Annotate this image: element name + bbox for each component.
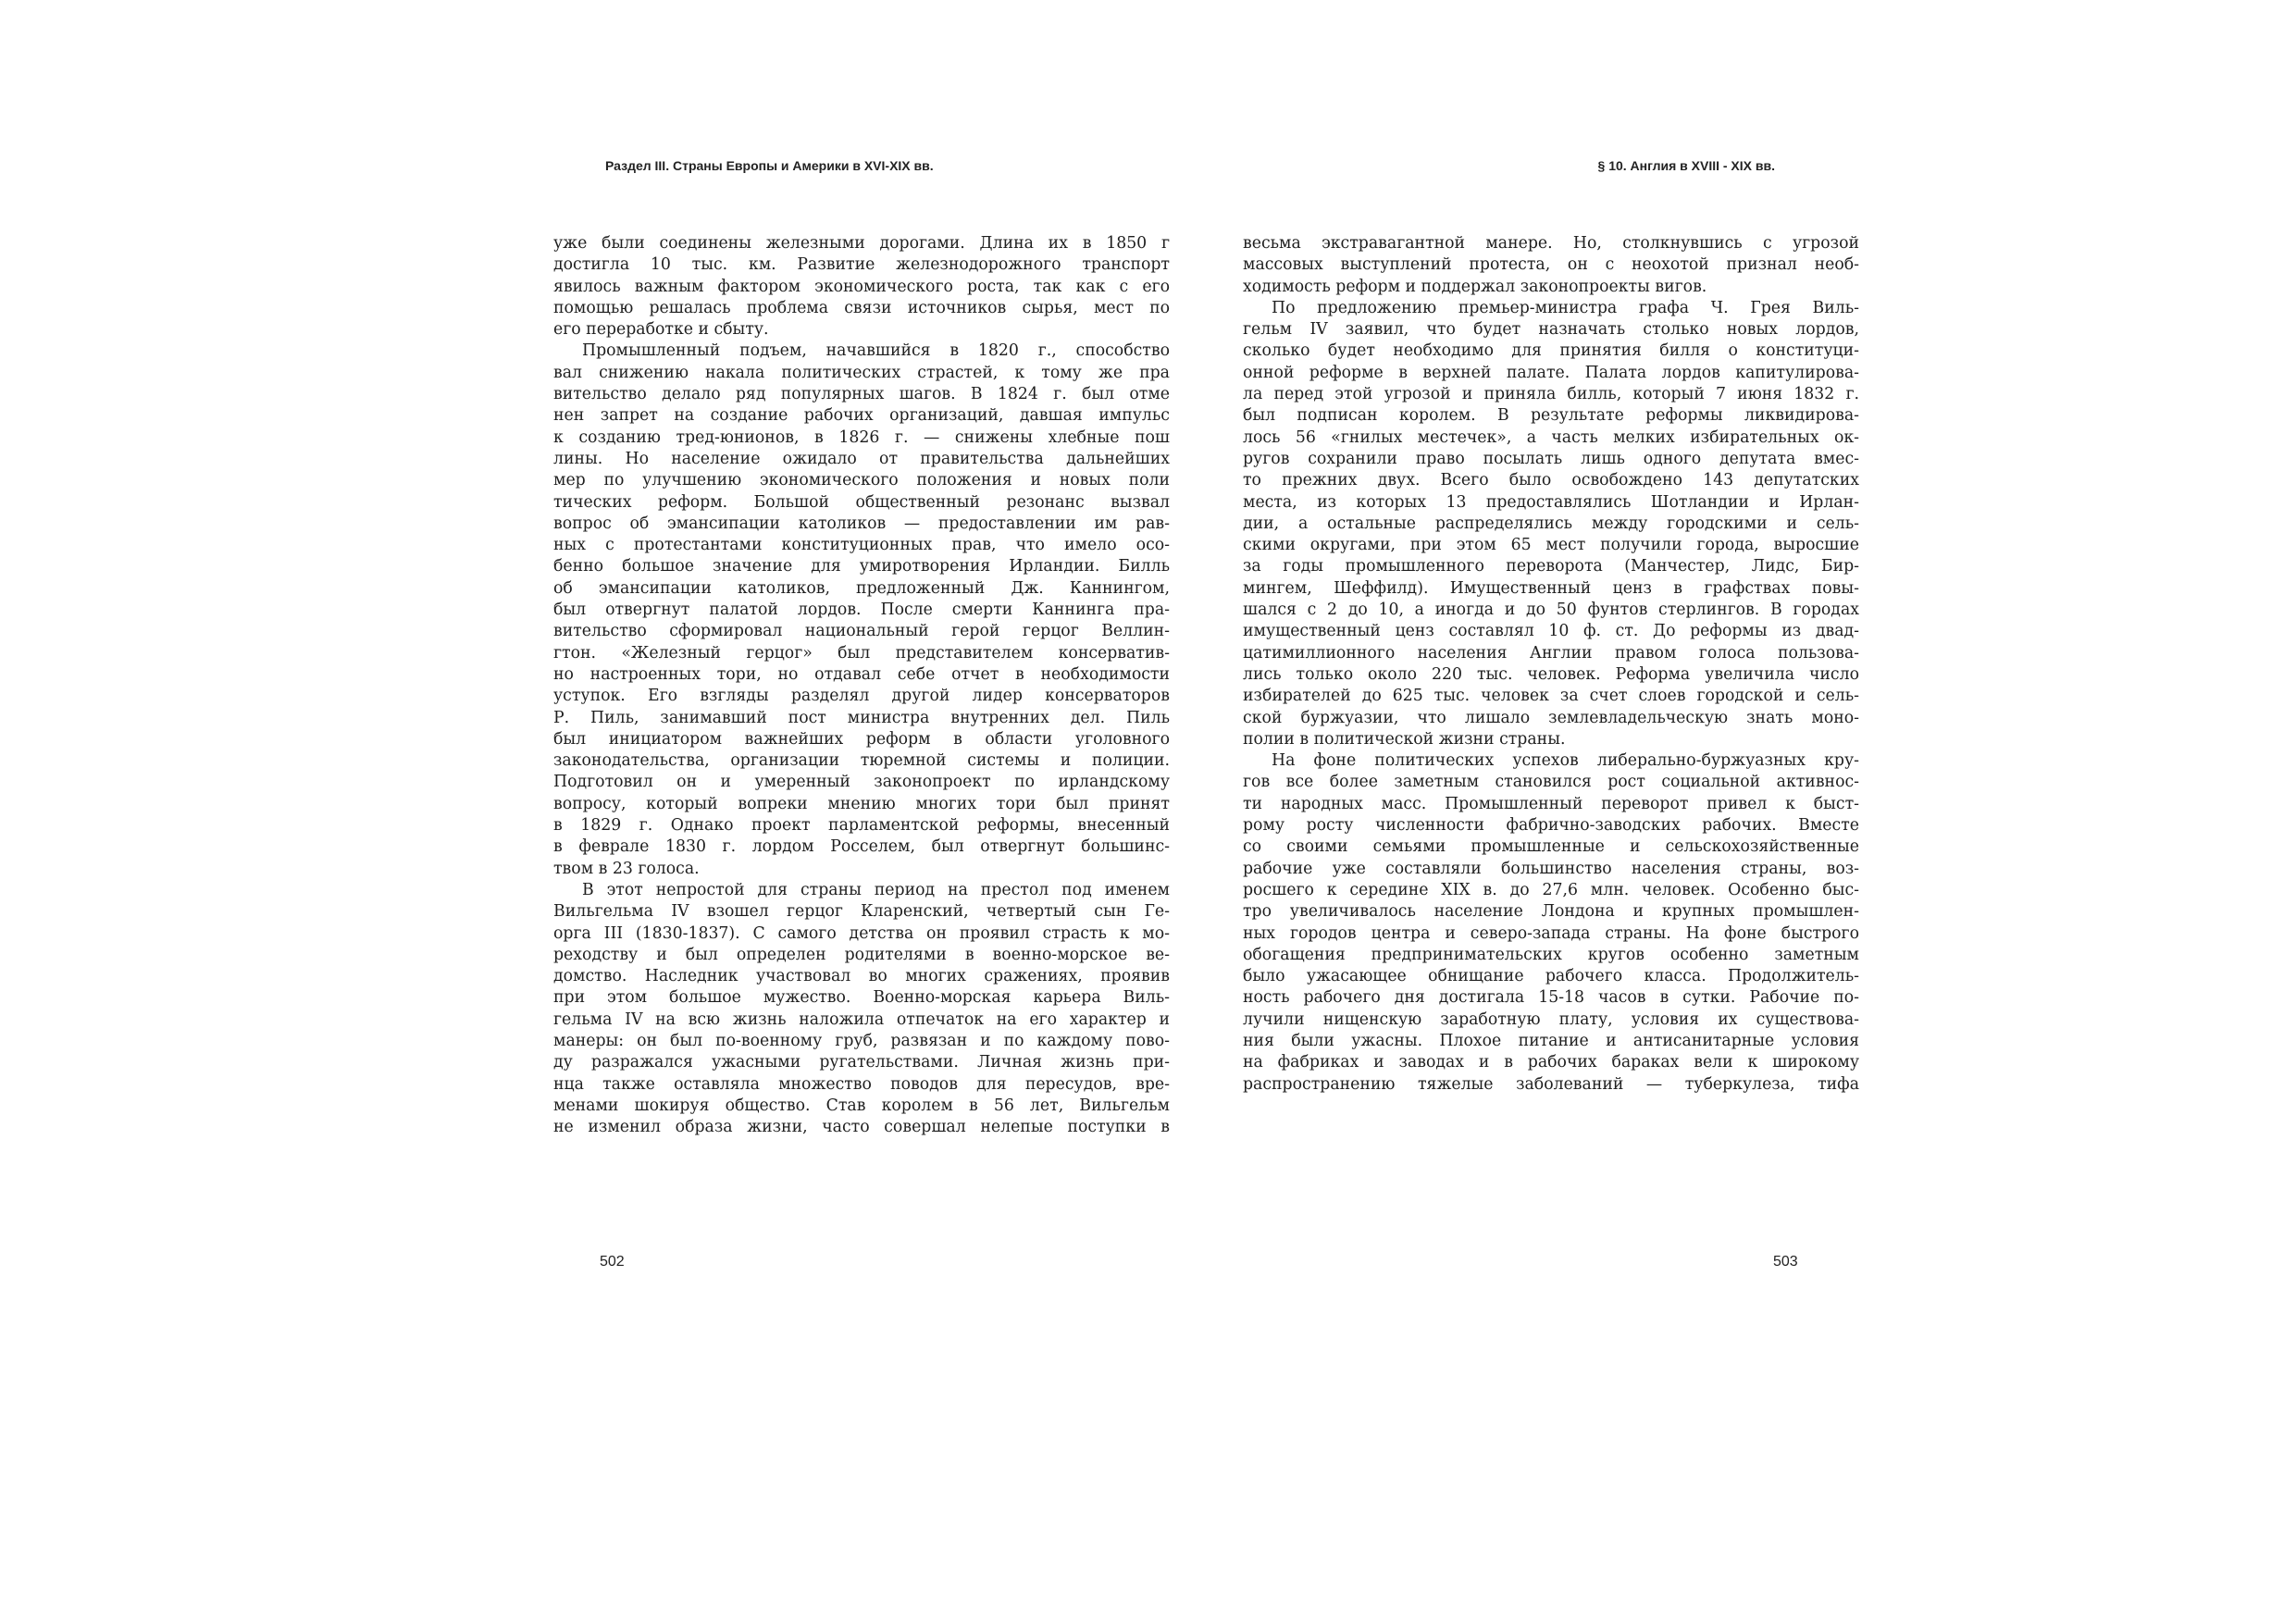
text-line: места, из которых 13 предоставлялись Шотландии и Ирлан- (1243, 492, 1859, 512)
text-line: то прежних двух. Всего было освобождено 143 депутатских (1243, 471, 1859, 490)
page-number-right: 503 (1773, 1254, 1798, 1270)
text-line: реходству и был определен родителями в военно-морское ве- (553, 945, 1170, 964)
text-line: массовых выступлений протеста, он с неохотой признал необ- (1243, 255, 1859, 275)
text-line: вопрос об эмансипации католиков — предоставлении им рав- (553, 514, 1170, 533)
text-line: в 1829 г. Однако проект парламентской реформы, внесенный (553, 816, 1170, 836)
text-line: онной реформе в верхней палате. Палата лордов капитулирова- (1243, 363, 1859, 382)
text-line: твом в 23 голоса. (553, 859, 700, 878)
text-line: ла перед этой угрозой и приняла билль, который 7 июня 1832 г. (1243, 385, 1859, 404)
text-line: обогащения предпринимательских кругов особенно заметным (1243, 945, 1859, 964)
text-line: уступок. Его взгляды разделял другой лидер консерваторов (553, 687, 1170, 706)
running-head-right: § 10. Англия в XVIII - XIX вв. (1597, 158, 1775, 173)
text-line: нца также оставляла множество поводов для пересудов, вре- (553, 1074, 1170, 1094)
left-page-text-column (553, 233, 1170, 1138)
text-line: домство. Наследник участвовал во многих сражениях, проявив (553, 967, 1170, 986)
text-line: к созданию тред-юнионов, в 1826 г. — снижены хлебные пош (553, 427, 1170, 447)
text-line: был подписан королем. В результате реформы ликвидирова- (1243, 406, 1859, 426)
text-line: орга III (1830-1837). С самого детства он проявил страсть к мо- (553, 923, 1170, 943)
text-line: сколько будет необходимо для принятия билля о конституци- (1243, 341, 1859, 361)
text-line: менами шокируя общество. Став королем в 56 лет, Вильгельм (553, 1096, 1170, 1115)
text-line: законодательства, организации тюремной системы и полиции. (553, 751, 1170, 771)
text-line: мер по улучшению экономического положения и новых поли (553, 471, 1170, 490)
text-line: в феврале 1830 г. лордом Росселем, был отвергнут большинс- (553, 837, 1170, 857)
text-line: было ужасающее обнищание рабочего класса. Продолжитель- (1243, 967, 1859, 986)
text-line: был инициатором важнейших реформ в области уголовного (553, 729, 1170, 749)
text-line: имущественный ценз составлял 10 ф. ст. До реформы из двад- (1243, 622, 1859, 641)
text-line: Промышленный подъем, начавшийся в 1820 г., способство (582, 341, 1170, 361)
text-line: манеры: он был по-военному груб, развязан и по каждому пово- (553, 1031, 1170, 1050)
text-line: нен запрет на создание рабочих организаций, давшая импульс (553, 406, 1170, 426)
text-line: ругов сохранили право посылать лишь одного депутата вмес- (1243, 449, 1859, 468)
text-line: ных городов центра и северо-запада страны. На фоне быстрого (1243, 923, 1859, 943)
text-line: явилось важным фактором экономического роста, так как с его (553, 277, 1170, 296)
text-line: тро увеличивалось население Лондона и крупных промышлен- (1243, 902, 1859, 922)
text-line: шался с 2 до 10, а иногда и до 50 фунтов стерлингов. В городах (1243, 601, 1859, 620)
text-line: за годы промышленного переворота (Манчестер, Лидс, Бир- (1243, 557, 1859, 576)
text-line: уже были соединены железными дорогами. Длина их в 1850 г (553, 234, 1170, 253)
text-line: В этот непростой для страны период на престол под именем (582, 880, 1170, 899)
text-line: об эмансипации католиков, предложенный Дж. Каннингом, (553, 578, 1170, 598)
text-line: гов все более заметным становился рост социальной активнос- (1243, 773, 1859, 792)
text-line: ду разражался ужасными ругательствами. Личная жизнь при- (553, 1053, 1170, 1072)
text-line: вительство делало ряд популярных шагов. В 1824 г. был отме (553, 385, 1170, 404)
text-line: был отвергнут палатой лордов. После смерти Каннинга пра- (553, 601, 1170, 620)
text-line: на фабриках и заводах и в рабочих бараках вели к широкому (1243, 1053, 1859, 1072)
text-line: цатимиллионного населения Англии правом голоса пользова- (1243, 643, 1859, 663)
text-line: лись только около 220 тыс. человек. Реформа увеличила число (1243, 664, 1859, 684)
text-line: ния были ужасны. Плохое питание и антисанитарные условия (1243, 1031, 1859, 1050)
text-line: лучили нищенскую заработную плату, условия их существова- (1243, 1010, 1859, 1029)
text-line: росшего к середине XIX в. до 27,6 млн. человек. Особенно быс- (1243, 880, 1859, 899)
text-line: вал снижению накала политических страстей, к тому же пра (553, 363, 1170, 382)
text-line: гтон. «Железный герцог» был представителем консерватив- (553, 643, 1170, 663)
text-line: полии в политической жизни страны. (1243, 729, 1566, 749)
running-head-left: Раздел III. Страны Европы и Америки в XVI-XIX вв. (605, 158, 934, 173)
text-line: весьма экстравагантной манере. Но, столкнувшись с угрозой (1243, 234, 1859, 253)
text-line: лины. Но население ожидало от правительства дальнейших (553, 449, 1170, 468)
text-line: не изменил образа жизни, часто совершал нелепые поступки в (553, 1118, 1170, 1137)
text-line: распространению тяжелые заболеваний — туберкулеза, тифа (1243, 1074, 1859, 1094)
text-line: ти народных масс. Промышленный переворот привел к быст- (1243, 794, 1859, 813)
text-line: ных с протестантами конституционных прав, что имело осо- (553, 536, 1170, 555)
text-line: гельма IV на всю жизнь наложила отпечаток на его характер и (553, 1010, 1170, 1029)
text-line: мингем, Шеффилд). Имущественный ценз в графствах повы- (1243, 578, 1859, 598)
text-line: скими округами, при этом 65 мест получили города, выросшие (1243, 536, 1859, 555)
text-line: Р. Пиль, занимавший пост министра внутренних дел. Пиль (553, 708, 1170, 727)
text-line: гельм IV заявил, что будет назначать столько новых лордов, (1243, 320, 1859, 340)
text-line: дии, а остальные распределялись между городскими и сель- (1243, 514, 1859, 533)
text-line: вительство сформировал национальный герой герцог Веллин- (553, 622, 1170, 641)
text-line: ность рабочего дня достигала 15-18 часов в сутки. Рабочие по- (1243, 988, 1859, 1008)
text-line: ходимость реформ и поддержал законопроекты вигов. (1243, 277, 1707, 296)
page-number-left: 502 (600, 1254, 625, 1270)
text-line: помощью решалась проблема связи источников сырья, мест по (553, 298, 1170, 317)
text-line: На фоне политических успехов либерально-буржуазных кру- (1272, 751, 1859, 771)
text-line: тических реформ. Большой общественный резонанс вызвал (553, 492, 1170, 512)
text-line: но настроенных тори, но отдавал себе отчет в необходимости (553, 664, 1170, 684)
text-line: при этом большое мужество. Военно-морская карьера Виль- (553, 988, 1170, 1008)
text-line: вопросу, который вопреки мнению многих тори был принят (553, 794, 1170, 813)
text-line: его переработке и сбыту. (553, 320, 769, 340)
right-page-text-column (1243, 233, 1859, 1096)
text-line: рому росту численности фабрично-заводских рабочих. Вместе (1243, 816, 1859, 836)
text-line: рабочие уже составляли большинство населения страны, воз- (1243, 859, 1859, 878)
text-line: лось 56 «гнилых местечек», а часть мелких избирательных ок- (1243, 427, 1859, 447)
text-line: со своими семьями промышленные и сельскохозяйственные (1243, 837, 1859, 857)
text-line: Подготовил он и умеренный законопроект по ирландскому (553, 773, 1170, 792)
text-line: избирателей до 625 тыс. человек за счет слоев городской и сель- (1243, 687, 1859, 706)
text-line: ской буржуазии, что лишало землевладельческую знать моно- (1243, 708, 1859, 727)
text-line: бенно большое значение для умиротворения Ирландии. Билль (553, 557, 1170, 576)
text-line: Вильгельма IV взошел герцог Кларенский, четвертый сын Ге- (553, 902, 1170, 922)
text-line: достигла 10 тыс. км. Развитие железнодорожного транспорт (553, 255, 1170, 275)
text-line: По предложению премьер-министра графа Ч. Грея Виль- (1272, 298, 1859, 317)
